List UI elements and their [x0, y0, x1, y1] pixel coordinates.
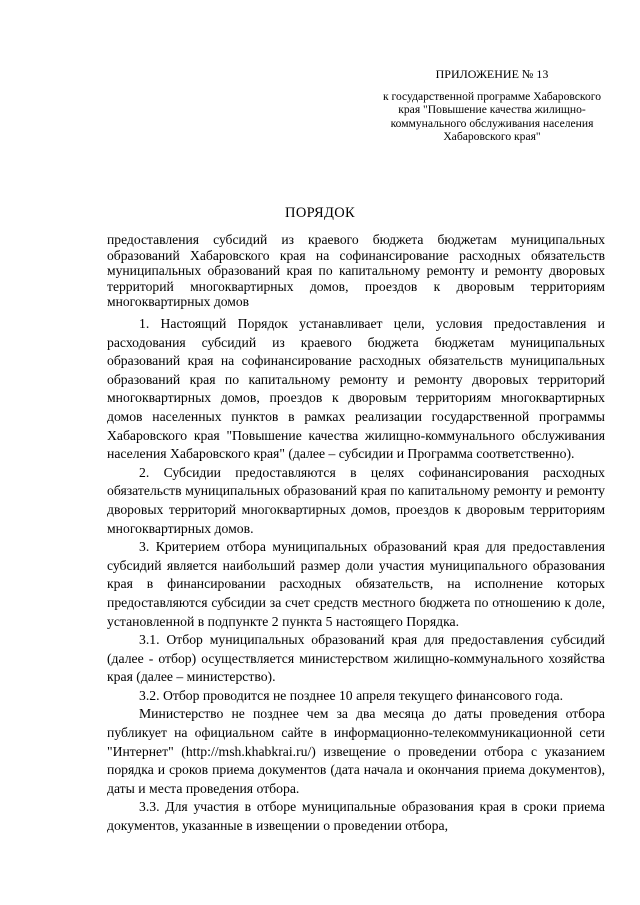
document-title: ПОРЯДОК [285, 205, 355, 221]
paragraph: 3.3. Для участия в отборе муниципальные образования края в сроки приема документов, указанные в извещении о проведении отбора, [107, 799, 605, 834]
paragraph: 3. Критерием отбора муниципальных образований края для предоставления субсидий является наибольший размер доли участия муниципального образования края в финансировании расходных обязательств, на исполнение которых предоставляются субсидии за счет средств местного бюджета по отношению к доле, установленной в подпункте 2 пункта 5 настоящего Порядка. [107, 539, 605, 629]
paragraph: 1. Настоящий Порядок устанавливает цели, условия предоставления и расходования субсидий из краевого бюджета бюджетам муниципальных образований края на софинансирование расходных обязательств муниципальных образований края по капитальному ремонту и ремонту дворовых территорий многоквартирных домов, проездов к дворовым территориям многоквартирных домов населенных пунктов в рамках реализации государственной программы Хабаровского края "Повышение качества жилищно-коммунального обслуживания населения Хабаровского края" (далее – субсидии и Программа соответственно). [107, 316, 605, 462]
paragraph: 2. Субсидии предоставляются в целях софинансирования расходных обязательств муниципальных образований края по капитальному ремонту и ремонту дворовых территорий многоквартирных домов, проездов к дворовым территориям многоквартирных домов. [107, 464, 605, 536]
paragraph: Министерство не позднее чем за два месяца до даты проведения отбора публикует на официальном сайте в информационно-телекоммуникационной сети "Интернет" (http://msh.khabkrai.ru/) извещение о проведении отбора с указанием порядка и сроков приема документов (дата начала и окончания приема документов), даты и места проведения отбора. [107, 706, 605, 796]
paragraph: 3.2. Отбор проводится не позднее 10 апреля текущего финансового года. [139, 687, 564, 703]
appendix-title: ПРИЛОЖЕНИЕ № 13 [435, 67, 549, 81]
document-body [107, 315, 605, 836]
appendix-block [378, 68, 606, 144]
document-subtitle: предоставления субсидий из краевого бюджета бюджетам муниципальных образований Хабаровского края на софинансирование расходных обязательств муниципальных образований края по капитальному ремонту и ремонту дворовых территорий многоквартирных домов, проездов к дворовым территориям многоквартирных домов [107, 232, 605, 310]
paragraph: 3.1. Отбор муниципальных образований края для предоставления субсидий (далее - отбор) осуществляется министерством жилищно-коммунального хозяйства края (далее – министерство). [107, 632, 605, 685]
appendix-text: к государственной программе Хабаровского края "Повышение качества жилищно-коммунального обслуживания населения Хабаровского края" [382, 89, 602, 144]
